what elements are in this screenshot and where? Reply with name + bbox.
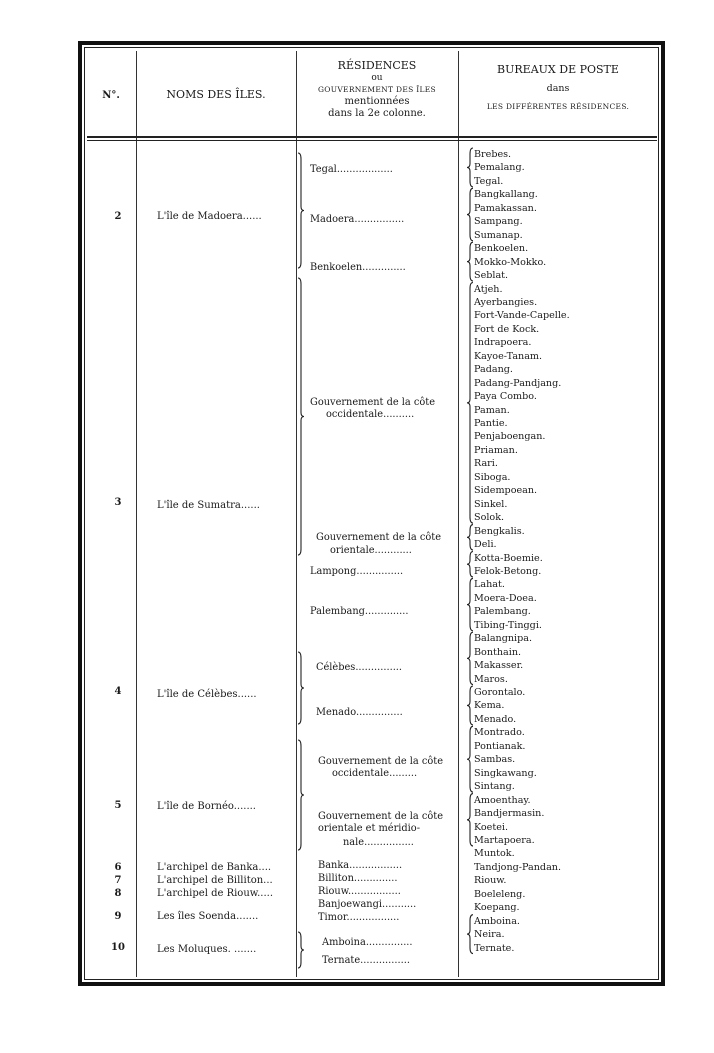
post-office-item: Amoenthay. — [474, 794, 531, 806]
residence-name: orientale et méridio- — [318, 823, 421, 834]
brace — [298, 153, 304, 268]
residence-name: Gouvernement de la côte — [316, 532, 441, 543]
header-no: N°. — [102, 90, 120, 101]
brace — [298, 740, 304, 850]
header-residences-line: GOUVERNEMENT DES ÎLES — [317, 85, 436, 94]
post-office-item: Bangkallang. — [474, 189, 538, 201]
post-office-item: Neira. — [474, 929, 505, 941]
brace — [298, 652, 304, 724]
residence-name: orientale............ — [330, 545, 412, 556]
post-office-item: Tegal. — [474, 175, 504, 187]
residence-name: Amboina............... — [322, 937, 413, 948]
brace — [467, 632, 473, 684]
residence-name: Menado............... — [316, 707, 403, 718]
post-office-item: Deli. — [474, 539, 497, 550]
island-name: L'archipel de Billiton... — [157, 875, 273, 886]
residence-name: Gouvernement de la côte — [318, 756, 443, 767]
post-office-item: Felok-Betong. — [474, 566, 542, 577]
island-name: L'île de Célèbes...... — [157, 689, 257, 700]
island-number: 5 — [114, 800, 122, 811]
brace — [467, 552, 473, 577]
post-office-item: Sintang. — [474, 781, 515, 793]
post-office-item: Balangnipa. — [474, 633, 533, 645]
brace — [467, 242, 473, 281]
header-offices-line: BUREAUX DE POSTE — [497, 63, 619, 76]
post-office-item: Kema. — [474, 700, 505, 712]
residence-name: Billiton.............. — [318, 873, 398, 884]
post-office-item: Sampang. — [474, 216, 523, 228]
residence-name: Gouvernement de la côte — [310, 397, 435, 408]
post-office-item: Amboina. — [474, 915, 520, 927]
island-number: 9 — [114, 911, 122, 922]
island-number: 2 — [114, 211, 122, 222]
post-office-item: Boeleleng. — [474, 888, 526, 900]
post-office-item: Kayoe-Tanam. — [474, 350, 543, 362]
residence-name: Lampong............... — [310, 566, 404, 577]
post-office-item: Padang-Pandjang. — [474, 377, 562, 389]
post-office-item: Ternate. — [474, 942, 515, 954]
post-office-item: Indrapoera. — [474, 337, 532, 349]
residence-name: occidentale......... — [332, 768, 418, 779]
residence-name: Madoera................ — [310, 214, 405, 225]
island-number: 4 — [114, 686, 122, 697]
post-office-item: Montrado. — [474, 727, 525, 739]
brace — [298, 932, 304, 968]
residence-name: Célèbes............... — [316, 662, 403, 673]
residence-name: Banjoewangi........... — [318, 899, 417, 910]
island-name: Les Moluques. ....... — [157, 944, 257, 955]
post-office-item: Pemalang. — [474, 162, 525, 174]
brace — [467, 794, 473, 846]
brace — [467, 525, 473, 550]
post-office-item: Bengkalis. — [474, 525, 525, 537]
island-name: L'île de Madoera...... — [157, 211, 262, 222]
residence-name: Gouvernement de la côte — [318, 811, 443, 822]
island-name: Les îles Soenda....... — [157, 911, 259, 922]
brace — [467, 915, 473, 954]
post-office-item: Pamakassan. — [474, 202, 537, 214]
post-office-item: Benkoelen. — [474, 243, 529, 255]
header-offices-line: dans — [546, 83, 570, 94]
post-office-item: Siboga. — [474, 471, 511, 483]
post-office-item: Solok. — [474, 512, 505, 524]
post-office-item: Makasser. — [474, 660, 524, 672]
residence-name: Palembang.............. — [310, 606, 409, 617]
post-office-item: Martapoera. — [474, 834, 535, 846]
post-office-item: Pontianak. — [474, 740, 526, 752]
brace — [467, 726, 473, 792]
island-number: 8 — [114, 888, 122, 899]
header-residences-line: mentionnées — [344, 96, 410, 107]
header-residences-line: ou — [371, 73, 383, 83]
header-offices-line: LES DIFFÉRENTES RÉSIDENCES. — [486, 102, 630, 111]
post-office-item: Paya Combo. — [474, 391, 537, 403]
post-office-item: Penjaboengan. — [474, 431, 546, 443]
post-office-item: Koetei. — [474, 821, 509, 833]
residence-name: Banka................. — [318, 860, 403, 871]
post-office-item: Fort de Kock. — [474, 323, 540, 335]
post-office-item: Moera-Doea. — [474, 592, 537, 604]
island-number: 3 — [114, 497, 122, 508]
post-office-item: Singkawang. — [474, 767, 537, 779]
header-islands: NOMS DES ÎLES. — [166, 88, 266, 101]
brace — [467, 148, 473, 187]
residence-name: Benkoelen.............. — [310, 262, 406, 273]
residence-name: Timor................. — [318, 912, 400, 923]
post-office-item: Ayerbangies. — [474, 296, 538, 308]
post-office-item: Seblat. — [474, 270, 509, 282]
post-office-item: Padang. — [474, 364, 513, 376]
island-name: L'île de Sumatra...... — [157, 500, 260, 511]
header-residences-line: dans la 2e colonne. — [328, 108, 426, 119]
post-office-item: Kotta-Boemie. — [474, 552, 543, 564]
brace — [467, 686, 473, 725]
post-office-item: Atjeh. — [474, 283, 503, 295]
post-office-item: Gorontalo. — [474, 687, 526, 698]
post-office-item: Lahat. — [474, 579, 505, 591]
header-residences-line: RÉSIDENCES — [337, 59, 417, 72]
brace — [467, 283, 473, 524]
island-name: L'île de Bornéo....... — [157, 801, 256, 812]
post-office-item: Riouw. — [474, 875, 507, 887]
post-office-item: Palembang. — [474, 606, 531, 618]
post-office-item: Bonthain. — [474, 646, 522, 658]
island-number: 6 — [114, 862, 122, 873]
post-office-item: Sambas. — [474, 754, 516, 766]
post-office-item: Brebes. — [474, 149, 512, 160]
brace — [298, 278, 304, 555]
post-office-item: Pantie. — [474, 418, 508, 429]
post-office-item: Muntok. — [474, 848, 515, 860]
post-office-item: Priaman. — [474, 444, 518, 456]
post-office-item: Sinkel. — [474, 498, 508, 510]
post-office-item: Tandjong-Pandan. — [474, 861, 562, 873]
post-office-item: Paman. — [474, 404, 510, 416]
island-number: 10 — [111, 942, 125, 953]
post-office-item: Fort-Vande-Capelle. — [474, 310, 570, 322]
post-office-item: Tibing-Tinggi. — [474, 619, 542, 631]
residence-name: Riouw................. — [318, 886, 401, 897]
brace — [467, 188, 473, 240]
post-office-item: Mokko-Mokko. — [474, 256, 547, 268]
island-number: 7 — [114, 875, 122, 886]
post-office-item: Rari. — [474, 458, 498, 470]
post-office-item: Sumanap. — [474, 229, 523, 241]
post-office-item: Maros. — [474, 673, 508, 685]
residence-name: nale................ — [343, 837, 414, 848]
post-office-item: Menado. — [474, 713, 517, 725]
residence-name: occidentale.......... — [326, 409, 415, 420]
island-name: L'archipel de Banka.... — [157, 862, 272, 873]
residence-name: Tegal.................. — [310, 164, 393, 175]
post-office-item: Koepang. — [474, 902, 520, 914]
post-office-item: Bandjermasin. — [474, 808, 545, 819]
residence-name: Ternate................ — [322, 955, 410, 966]
post-office-item: Sidempoean. — [474, 485, 538, 497]
island-name: L'archipel de Riouw..... — [157, 888, 274, 899]
brace — [467, 578, 473, 630]
